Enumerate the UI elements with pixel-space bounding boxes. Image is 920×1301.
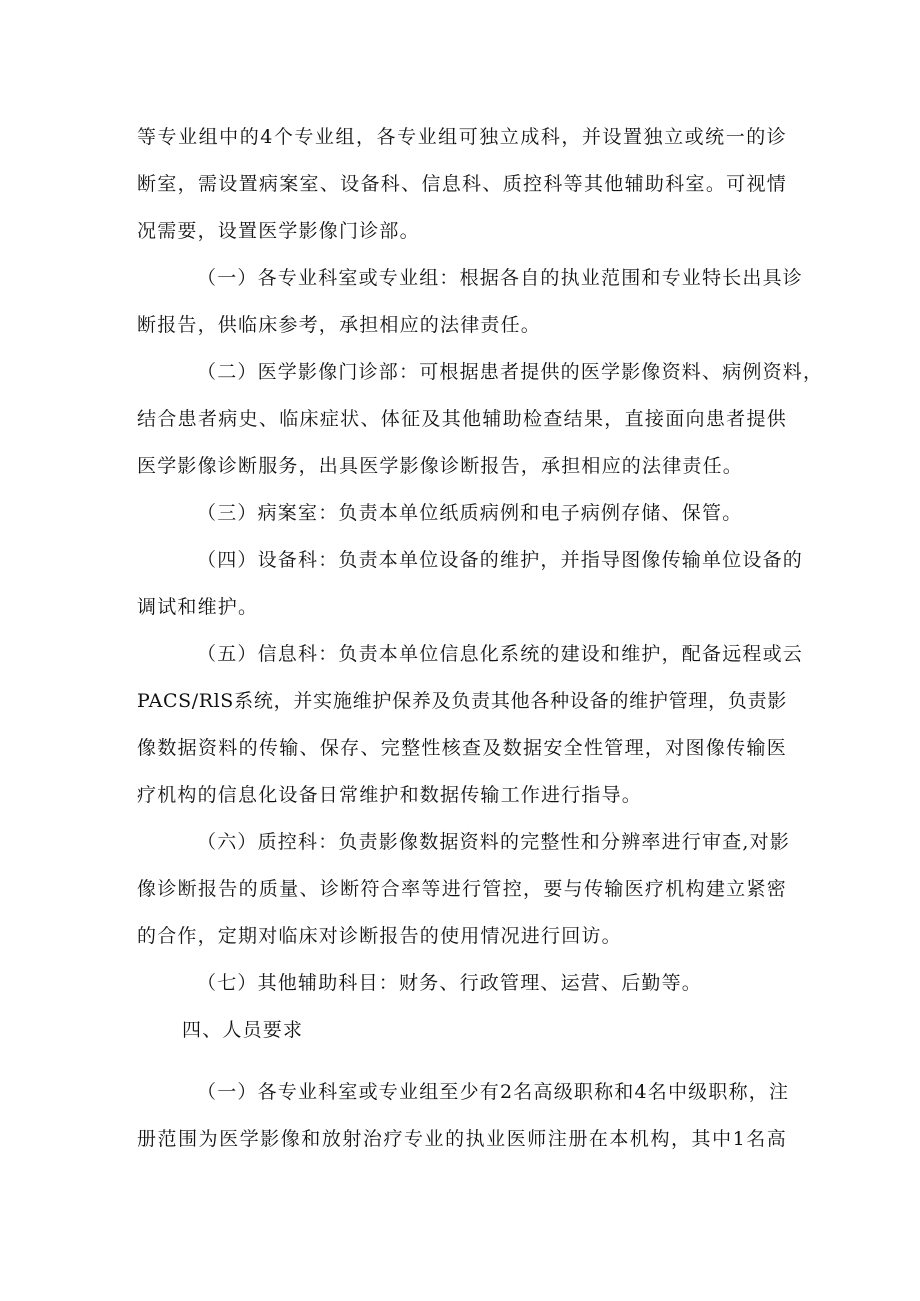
text-line: （二）医学影像门诊部：可根据患者提供的医学影像资料、病例资料， <box>197 361 824 383</box>
text-line: 况需要，设置医学影像门诊部。 <box>137 220 420 242</box>
text-line: 的合作，定期对临床对诊断报告的使用情况进行回访。 <box>137 925 622 947</box>
text-line: （七）其他辅助科目：财务、行政管理、运营、后勤等。 <box>197 972 703 994</box>
text-line: （一）各专业科室或专业组：根据各自的执业范围和专业特长出具诊 <box>197 267 804 289</box>
text-line: 册范围为医学影像和放射治疗专业的执业医师注册在本机构，其中1名高 <box>137 1128 787 1150</box>
text-line: （六）质控科：负责影像数据资料的完整性和分辨率进行审查,对影 <box>197 831 791 853</box>
text-line: （四）设备科：负责本单位设备的维护，并指导图像传输单位设备的 <box>197 549 804 571</box>
text-line: 断室，需设置病案室、设备科、信息科、质控科等其他辅助科室。可视情 <box>137 173 787 195</box>
text-line: （三）病案室：负责本单位纸质病例和电子病例存储、保管。 <box>197 502 743 524</box>
text-line: （五）信息科：负责本单位信息化系统的建设和维护，配备远程或云 <box>197 643 804 665</box>
text-line: 像数据资料的传输、保存、完整性核查及数据安全性管理，对图像传输医 <box>137 737 787 759</box>
text-line: 像诊断报告的质量、诊断符合率等进行管控，要与传输医疗机构建立紧密 <box>137 878 787 900</box>
text-line: 结合患者病史、临床症状、体征及其他辅助检查结果，直接面向患者提供 <box>137 408 787 430</box>
text-line: （一）各专业科室或专业组至少有2名高级职称和4名中级职称，注 <box>197 1081 790 1103</box>
text-line: 疗机构的信息化设备日常维护和数据传输工作进行指导。 <box>137 784 643 806</box>
section-heading: 四、人员要求 <box>182 1019 304 1041</box>
text-line: 断报告，供临床参考，承担相应的法律责任。 <box>137 314 542 336</box>
text-line: PACS/RlS系统，并实施维护保养及负责其他各种设备的维护管理，负责影 <box>137 690 787 712</box>
text-line: 调试和维护。 <box>137 596 259 618</box>
text-line: 等专业组中的4个专业组，各专业组可独立成科，并设置独立或统一的诊 <box>137 126 787 148</box>
text-line: 医学影像诊断服务，出具医学影像诊断报告，承担相应的法律责任。 <box>137 455 744 477</box>
